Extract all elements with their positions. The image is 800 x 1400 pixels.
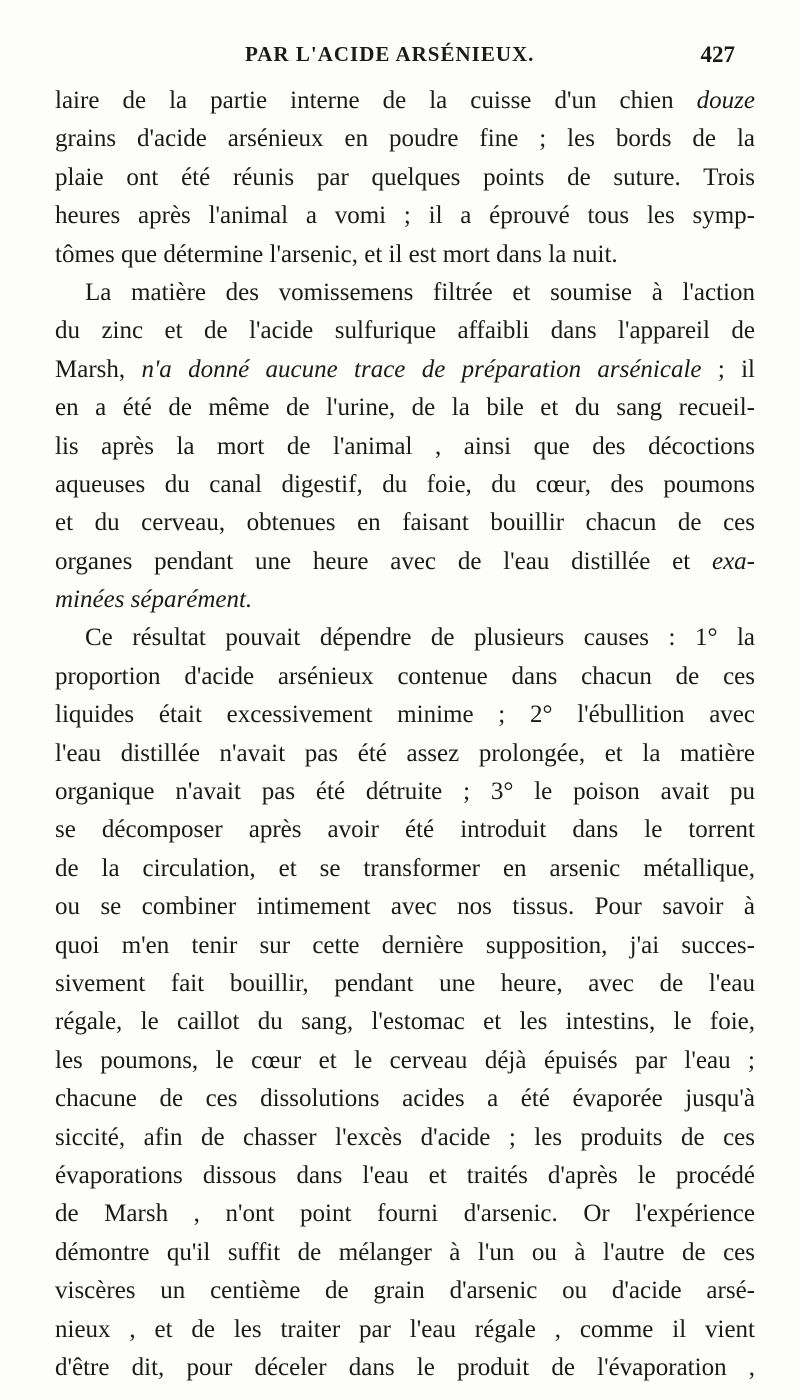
text-line — [55, 82, 755, 120]
text-line — [55, 581, 755, 619]
text-line — [55, 1157, 755, 1195]
text-line — [55, 1311, 755, 1349]
text-line — [55, 888, 755, 926]
text-line — [55, 773, 755, 811]
text-line — [55, 351, 755, 389]
italic-text: douze — [696, 87, 755, 114]
text-line — [55, 159, 755, 197]
text-segment: siccité, afin de chasser l'excès d'acide ; les produits de ces — [55, 1123, 755, 1151]
text-line — [55, 850, 755, 888]
text-line — [55, 274, 755, 312]
text-segment: nieux , et de les traiter par l'eau régale , comme il vient — [55, 1315, 755, 1343]
text-segment: évaporations dissous dans l'eau et traités d'après le procédé — [55, 1161, 755, 1189]
text-segment: chacune de ces dissolutions acides a été évaporée jusqu'à — [55, 1085, 755, 1113]
text-line — [55, 965, 755, 1003]
page-header — [55, 42, 745, 78]
text-segment: laire de la partie interne de la cuisse d'un chien — [55, 87, 697, 114]
text-line — [55, 120, 755, 158]
text-line — [55, 1042, 755, 1080]
text-segment: régale, le caillot du sang, l'estomac et les intestins, le foie, — [55, 1008, 755, 1036]
text-segment: les poumons, le cœur et le cerveau déjà épuisés par l'eau ; — [55, 1046, 755, 1074]
text-segment: l'eau distillée n'avait pas été assez prolongée, et la matière — [55, 739, 755, 767]
text-segment: se décomposer après avoir été introduit dans le torrent — [55, 816, 755, 844]
text-segment: organes pendant une heure avec de l'eau distillée et — [55, 547, 712, 575]
text-line — [55, 1195, 755, 1233]
text-line — [55, 543, 755, 581]
text-line — [55, 1080, 755, 1118]
text-line — [55, 619, 755, 657]
text-segment: d'être dit, pour déceler dans le produit de l'évaporation , — [55, 1353, 755, 1381]
text-segment: organique n'avait pas été détruite ; 3° le poison avait pu — [55, 778, 755, 806]
text-segment: proportion d'acide arsénieux contenue dans chacun de ces — [55, 662, 755, 690]
text-line — [55, 466, 755, 504]
italic-text: n'a donné aucune trace de préparation arsénicale — [141, 355, 702, 383]
text-segment: aqueuses du canal digestif, du foie, du cœur, des poumons — [55, 470, 755, 498]
text-line — [55, 735, 755, 773]
text-segment: Ce résultat pouvait dépendre de plusieurs causes : 1° la — [85, 624, 755, 652]
text-segment: sivement fait bouillir, pendant une heure, avec de l'eau — [55, 969, 755, 997]
text-segment: démontre qu'il suffit de mélanger à l'un ou à l'autre de ces — [55, 1238, 755, 1266]
text-segment: viscères un centième de grain d'arsenic ou d'acide arsé- — [55, 1277, 755, 1305]
text-line — [55, 236, 755, 274]
text-line — [55, 1003, 755, 1041]
running-head: PAR L'ACIDE ARSÉNIEUX. — [245, 42, 535, 66]
page-number: 427 — [700, 42, 735, 67]
text-line — [55, 658, 755, 696]
text-line — [55, 1234, 755, 1272]
text-line — [55, 197, 755, 235]
text-segment: Marsh, — [55, 355, 142, 383]
text-line — [55, 811, 755, 849]
text-segment: ; il — [701, 355, 755, 383]
text-segment: grains d'acide arsénieux en poudre fine ; les bords de la — [55, 125, 755, 153]
text-line — [55, 1119, 755, 1157]
body-text — [55, 82, 755, 1387]
text-segment: en a été de même de l'urine, de la bile et du sang recueil- — [55, 394, 755, 422]
text-segment: liquides était excessivement minime ; 2° l'ébullition avec — [55, 701, 755, 729]
text-segment: quoi m'en tenir sur cette dernière supposition, j'ai succes- — [55, 931, 755, 959]
text-segment: tômes que détermine l'arsenic, et il est mort dans la nuit. — [55, 240, 618, 268]
text-segment: heures après l'animal a vomi ; il a éprouvé tous les symp- — [55, 202, 755, 230]
text-line — [55, 696, 755, 734]
text-segment: plaie ont été réunis par quelques points de suture. Trois — [55, 163, 755, 191]
italic-text: exa- — [711, 547, 755, 575]
text-line — [55, 312, 755, 350]
text-line — [55, 428, 755, 466]
text-segment: et du cerveau, obtenues en faisant bouillir chacun de ces — [55, 509, 755, 537]
text-segment: du zinc et de l'acide sulfurique affaibli dans l'appareil de — [55, 317, 755, 345]
text-segment: La matière des vomissemens filtrée et soumise à l'action — [85, 278, 755, 306]
text-segment: lis après la mort de l'animal , ainsi que des décoctions — [55, 432, 755, 460]
text-line — [55, 927, 755, 965]
text-segment: de Marsh , n'ont point fourni d'arsenic. Or l'expérience — [55, 1200, 755, 1228]
text-line — [55, 1272, 755, 1310]
text-line — [55, 389, 755, 427]
text-segment: de la circulation, et se transformer en arsenic métallique, — [55, 854, 755, 882]
text-segment: ou se combiner intimement avec nos tissus. Pour savoir à — [55, 893, 755, 921]
italic-text: minées séparément. — [55, 586, 253, 614]
text-line — [55, 504, 755, 542]
text-line — [55, 1349, 755, 1387]
